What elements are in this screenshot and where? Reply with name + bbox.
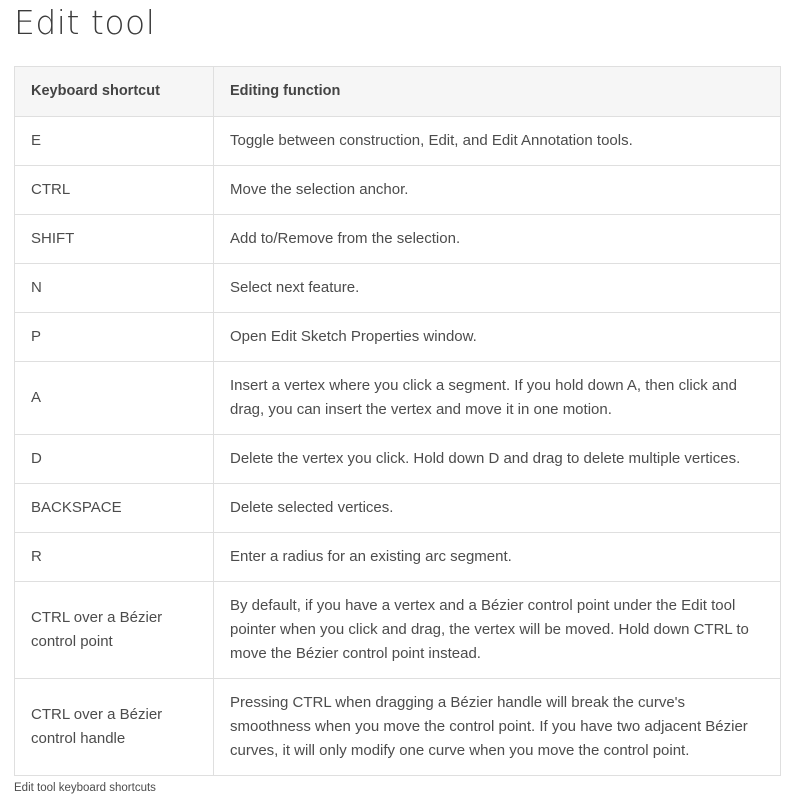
shortcut-cell: D <box>15 435 214 484</box>
table-row <box>15 313 781 362</box>
function-cell: Toggle between construction, Edit, and Edit Annotation tools. <box>214 117 781 166</box>
shortcut-cell: R <box>15 533 214 582</box>
table-row <box>15 582 781 679</box>
function-cell: Select next feature. <box>214 264 781 313</box>
table-row <box>15 117 781 166</box>
function-cell: Move the selection anchor. <box>214 166 781 215</box>
shortcut-cell: P <box>15 313 214 362</box>
shortcut-cell: SHIFT <box>15 215 214 264</box>
shortcut-cell: CTRL over a Bézier control point <box>15 582 214 679</box>
table-row <box>15 264 781 313</box>
function-cell: Delete the vertex you click. Hold down D and drag to delete multiple vertices. <box>214 435 781 484</box>
function-cell: Open Edit Sketch Properties window. <box>214 313 781 362</box>
table-row <box>15 679 781 776</box>
shortcut-cell: CTRL <box>15 166 214 215</box>
table-row <box>15 362 781 435</box>
table-header-row <box>15 66 781 116</box>
shortcut-cell: A <box>15 362 214 435</box>
function-cell: Delete selected vertices. <box>214 484 781 533</box>
shortcut-cell: CTRL over a Bézier control handle <box>15 679 214 776</box>
shortcuts-table <box>14 66 781 776</box>
function-cell: By default, if you have a vertex and a Bézier control point under the Edit tool pointer when you click and drag, the vertex will be moved. Hold down CTRL to move the Bézier control point instead. <box>214 582 781 679</box>
table-row <box>15 435 781 484</box>
function-cell: Pressing CTRL when dragging a Bézier handle will break the curve's smoothness when you move the control point. If you have two adjacent Bézier curves, it will only modify one curve when you move the control point. <box>214 679 781 776</box>
table-row <box>15 533 781 582</box>
table-row <box>15 484 781 533</box>
shortcut-cell: E <box>15 117 214 166</box>
page-title: Edit tool <box>14 3 156 42</box>
shortcut-cell: N <box>15 264 214 313</box>
function-cell: Add to/Remove from the selection. <box>214 215 781 264</box>
function-cell: Insert a vertex where you click a segment. If you hold down A, then click and drag, you can insert the vertex and move it in one motion. <box>214 362 781 435</box>
table-row <box>15 215 781 264</box>
table-caption: Edit tool keyboard shortcuts <box>14 782 156 795</box>
table-row <box>15 166 781 215</box>
shortcut-cell: BACKSPACE <box>15 484 214 533</box>
header-keyboard-shortcut: Keyboard shortcut <box>15 66 214 116</box>
function-cell: Enter a radius for an existing arc segment. <box>214 533 781 582</box>
header-editing-function: Editing function <box>214 66 781 116</box>
